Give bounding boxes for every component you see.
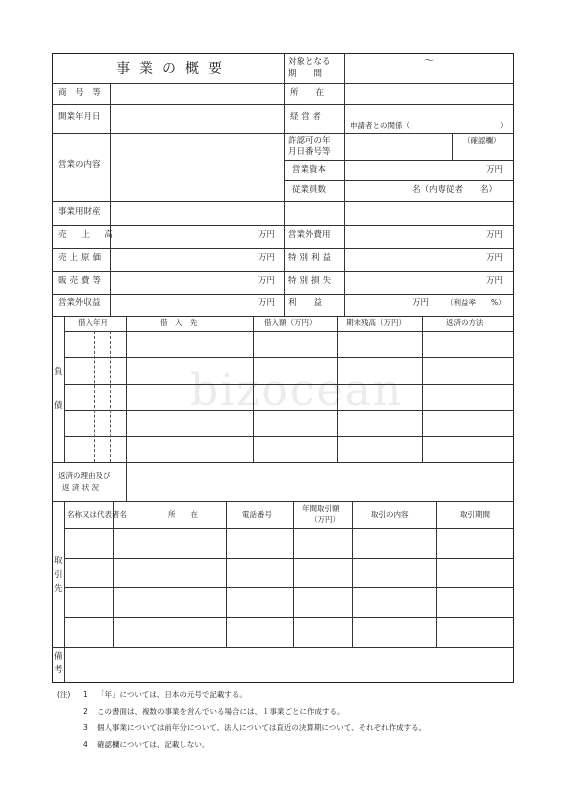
period-label-2: 期 間 xyxy=(288,69,323,79)
row-line xyxy=(64,331,514,332)
debt-side-label: 負 xyxy=(54,367,63,377)
row-line xyxy=(52,201,514,202)
cogs-unit: 万円 xyxy=(258,253,276,263)
col-line xyxy=(110,83,111,233)
row-line xyxy=(52,271,514,272)
col-line xyxy=(253,316,254,462)
col-line xyxy=(64,501,65,647)
trade-header-unit: （万円） xyxy=(310,515,340,524)
trade-header: 年間取引額 xyxy=(302,504,340,513)
non-op-income-label: 営業外収益 xyxy=(58,298,101,308)
note-row xyxy=(57,720,426,737)
col-line xyxy=(113,501,114,647)
sga-unit: 万円 xyxy=(258,276,276,286)
permit-label-2: 月日番号等 xyxy=(288,147,331,157)
row-line xyxy=(64,617,514,618)
note-text: 確認欄については、記載しない。 xyxy=(97,739,210,749)
repay-reason-label: 返済の理由及び xyxy=(58,471,111,480)
row-line xyxy=(52,647,514,648)
non-op-expense-unit: 万円 xyxy=(486,230,504,240)
debt-header: 借入額（万円） xyxy=(264,318,317,327)
row-line xyxy=(64,410,514,411)
note-text: この書面は、複数の事業を営んでいる場合には、１事業ごとに作成する。 xyxy=(97,706,345,716)
col-line xyxy=(226,501,227,647)
debt-header: 借 入 先 xyxy=(160,318,198,327)
note-row xyxy=(57,737,426,754)
form-title: 事業の概要 xyxy=(116,61,231,77)
debt-header: 期末残高（万円） xyxy=(346,318,406,327)
row-line xyxy=(64,436,514,437)
capital-label: 営業資本 xyxy=(292,165,327,175)
row-line xyxy=(52,462,514,463)
debt-header: 借入年月 xyxy=(78,318,108,327)
trade-side-label: 先 xyxy=(54,584,63,594)
period-label: 対象となる xyxy=(288,57,331,67)
special-gain-unit: 万円 xyxy=(486,253,504,263)
employees-label: 従業員数 xyxy=(292,185,327,195)
col-line xyxy=(337,316,338,462)
special-loss-unit: 万円 xyxy=(486,276,504,286)
col-line xyxy=(344,225,345,316)
start-date-label: 開業年月日 xyxy=(58,112,101,122)
col-line xyxy=(126,316,127,462)
row-line xyxy=(52,294,514,295)
note-number: 4 xyxy=(83,739,88,749)
col-line xyxy=(293,501,294,647)
row-line xyxy=(52,83,514,84)
row-line xyxy=(52,225,514,226)
col-line xyxy=(436,501,437,647)
col-line xyxy=(422,316,423,462)
relation-label: 申請者との関係（ xyxy=(350,121,410,130)
period-value: 〜 xyxy=(424,56,434,67)
col-dashed-line xyxy=(110,331,111,462)
remarks-label-2: 考 xyxy=(54,665,63,675)
profit-rate: （利益率 %） xyxy=(446,298,506,307)
sga-label: 販売費等 xyxy=(58,276,105,286)
note-row xyxy=(57,687,426,704)
employees-unit: 名（内専従者 名） xyxy=(412,185,498,195)
col-line xyxy=(344,53,345,225)
trade-header: 電話番号 xyxy=(242,510,272,519)
col-dashed-line xyxy=(94,331,95,462)
row-line xyxy=(64,558,514,559)
repay-status-label: 返 済 状 況 xyxy=(62,483,100,492)
notes xyxy=(57,687,426,753)
capital-unit: 万円 xyxy=(486,165,504,175)
row-line xyxy=(52,104,514,105)
col-line xyxy=(126,462,127,501)
profit-unit: 万円 xyxy=(412,298,430,308)
debt-side-label-2: 債 xyxy=(54,401,63,411)
col-line xyxy=(64,316,65,462)
trade-header: 取引期間 xyxy=(460,510,490,519)
non-op-expense-label: 営業外費用 xyxy=(288,230,331,240)
trade-name-label: 商 号 等 xyxy=(58,88,104,98)
trade-header: 所 在 xyxy=(168,510,198,519)
sales-label: 売 上 高 xyxy=(58,230,119,240)
row-line xyxy=(64,357,514,358)
confirm-label: （確認欄） xyxy=(463,136,501,145)
trade-header: 名称又は代表者名 xyxy=(67,510,127,519)
special-loss-label: 特別損失 xyxy=(288,276,335,286)
row-line xyxy=(52,248,514,249)
property-label: 事業用財産 xyxy=(58,207,101,217)
watermark: bizocean xyxy=(190,365,404,416)
remarks-label: 備 xyxy=(54,652,63,662)
profit-label: 利 益 xyxy=(288,298,323,308)
manager-label: 経 営 者 xyxy=(290,112,321,122)
col-line xyxy=(284,53,285,316)
col-line xyxy=(452,133,453,160)
note-text: 個人事業については前年分について、法人については直近の決算期について、それぞれ作成する。 xyxy=(97,723,427,732)
business-content-label: 営業の内容 xyxy=(58,160,101,170)
row-line xyxy=(52,133,514,134)
non-op-income-unit: 万円 xyxy=(258,298,276,308)
sales-unit: 万円 xyxy=(258,230,276,240)
row-line xyxy=(64,384,514,385)
col-line xyxy=(64,647,65,683)
row-line xyxy=(52,501,514,502)
notes-label: (注) xyxy=(57,690,71,699)
row-line xyxy=(52,316,514,317)
row-line xyxy=(284,160,514,161)
note-number: 3 xyxy=(83,723,88,732)
trade-side-label: 引 xyxy=(54,570,63,580)
col-line xyxy=(352,501,353,647)
trade-header: 取引の内容 xyxy=(371,510,409,519)
trade-side-label: 取 xyxy=(54,556,63,566)
note-text: 「年」については、日本の元号で記載する。 xyxy=(97,690,247,699)
row-line xyxy=(64,528,514,529)
form-frame xyxy=(52,53,514,683)
row-line xyxy=(284,180,514,181)
cogs-label: 売上原価 xyxy=(58,253,105,263)
debt-header: 返済の方法 xyxy=(446,318,484,327)
relation-close: ） xyxy=(500,121,508,130)
location-label: 所 在 xyxy=(290,88,325,98)
note-row xyxy=(57,704,426,721)
row-line xyxy=(64,587,514,588)
special-gain-label: 特別利益 xyxy=(288,253,335,263)
note-number: 1 xyxy=(83,690,88,699)
note-number: 2 xyxy=(83,706,88,716)
permit-label: 許認可の年 xyxy=(288,136,331,146)
